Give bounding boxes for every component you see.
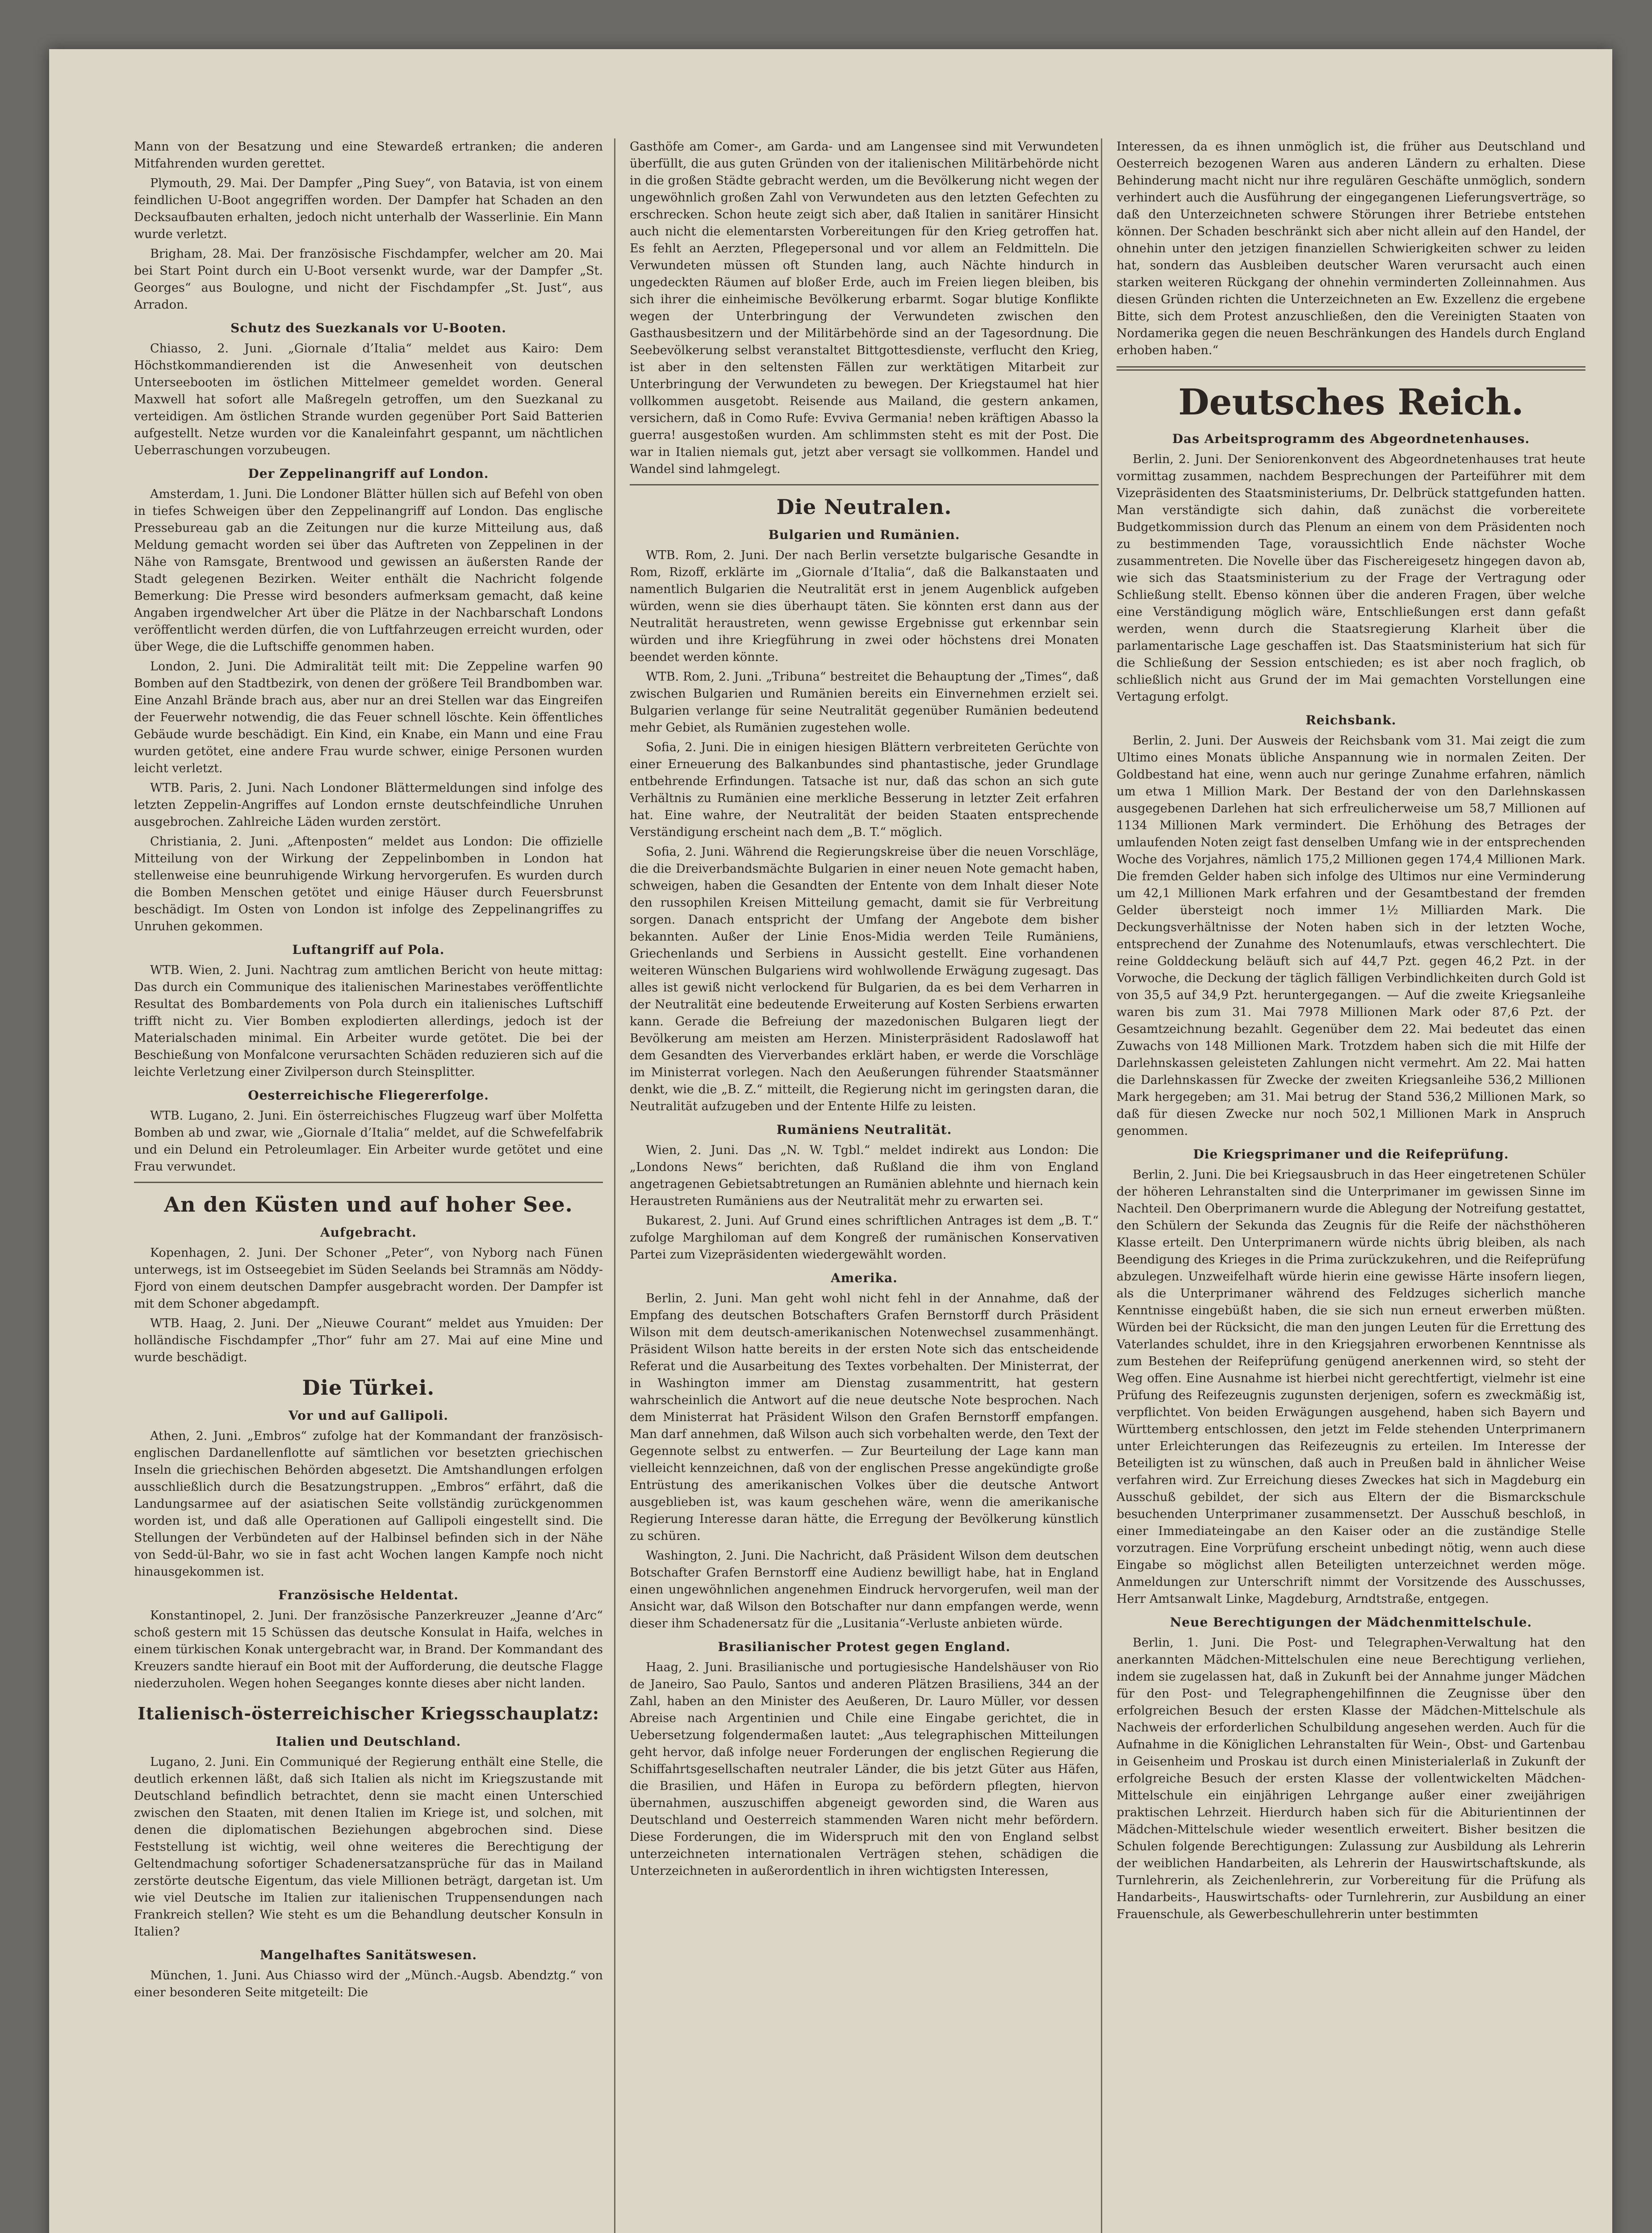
section-heading: Neue Berechtigungen der Mädchenmittelschule. — [1170, 1615, 1532, 1630]
divider — [134, 1182, 603, 1183]
article-paragraph: Lugano, 2. Juni. Ein Communiqué der Regierung enthält eine Stelle, die deutlich erkennen läßt, daß sich Italien als nicht im Kriegszustande mit Deutschland befindlich betrachtet, denn sie macht einen Unterschied zwischen den Staaten, mit denen Italien im Kriege ist, und solchen, mit denen die diplomatischen Beziehungen abgebrochen sind. Diese Feststellung ist wichtig, weil ohne weiteres die Berechtigung der Geltendmachung sofortiger Schadenersatzansprüche für das in Mailand zerstörte deutsche Eigentum, das viele Millionen beträgt, dargetan ist. Um wie viel Deutsche im Italien zur italienischen Truppensendungen nach Frankreich stellen? Wie steht es um die Behandlung deutscher Konsuln in Italien? — [134, 1755, 603, 1939]
article-paragraph: Berlin, 1. Juni. Die Post- und Telegraphen-Verwaltung hat den anerkannten Mädchen-Mittelschulen eine neue Berechtigung verliehen, indem sie zugelassen hat, daß in Zukunft bei der Annahme junger Mädchen für den Post- und Telegraphengehilfinnen die Zeugnisse über den erfolgreichen Besuch der ersten Klasse der Mädchen-Mittelschule als Nachweis der erforderlichen Schulbildung angesehen werden. Auch für die Aufnahme in die Königlichen Lehranstalten für Wein-, Obst- und Gartenbau in Geisenheim und Proskau ist durch einen Ministerialerlaß in Zukunft der erfolgreiche Besuch der ersten Klasse der vollentwickelten Mädchen-Mittelschule ein einjährigen Lehrgange außer einer zweijährigen praktischen Lehrzeit. Hierdurch haben sich für die Abiturientinnen der Mädchen-Mittelschule wieder wesentlich erweitert. Bisher besitzen die Schulen folgende Berechtigungen: Zulassung zur Ausbildung als Lehrerin der weiblichen Handarbeiten, als Lehrerin der Hauswirtschaftskunde, als Turnlehrerin, als Zeichenlehrerin, zur Vorbereitung für die Prüfung als Handarbeits-, Hauswirtschafts- oder Turnlehrerin, zur Ausbildung an einer Frauenschule, als Gewerbeschullehrerin unter bestimmten — [1117, 1636, 1585, 1921]
article-paragraph: Berlin, 2. Juni. Der Ausweis der Reichsbank vom 31. Mai zeigt die zum Ultimo eines Monats übliche Anspannung wie in normalen Zeiten. Der Goldbestand hat eine, wenn auch nur geringe Zunahme erfahren, nämlich um etwa 1 Million Mark. Der Bestand der von den Darlehnskassen ausgegebenen Darlehen hat sich erfreulicherweise um 58,7 Millionen auf 1134 Millionen Mark vermindert. Die Erhöhung des Betrages der umlaufenden Noten zeigt fast denselben Umfang wie in der entsprechenden Woche des Vorjahres, nämlich 175,2 Millionen gegen 174,4 Millionen Mark. Die fremden Gelder haben sich infolge des Ultimos nur eine Verminderung um 42,1 Millionen Mark erfahren und der Gesamtbestand der fremden Gelder übersteigt noch immer 1½ Milliarden Mark. Die Deckungsverhältnisse der Noten haben sich in der letzten Woche, entsprechend der Zunahme des Notenumlaufs, etwas verschlechtert. Die reine Golddeckung beläuft sich auf 44,7 Pzt. gegen 46,2 Pzt. in der Vorwoche, die Deckung der täglich fälligen Verbindlichkeiten durch Gold ist von 35,5 auf 34,9 Pzt. heruntergegangen. — Auf die zweite Kriegsanleihe waren bis zum 31. Mai 7978 Millionen Mark oder 87,6 Pzt. der Gesamtzeichnung bezahlt. Gegenüber dem 22. Mai bedeutet das einen Zuwachs von 148 Millionen Mark. Trotzdem haben sich die mit Hilfe der Darlehnskassen geleisteten Zahlungen nicht vermehrt. Am 22. Mai hatten die Darlehnskassen für Zwecke der zweiten Kriegsanleihe 536,2 Millionen Mark hergegeben; am 31. Mai betrug der Stand 536,2 Millionen Mark, so daß für diesen Zwecke nur noch 502,1 Millionen Mark in Anspruch genommen. — [1117, 734, 1585, 1138]
section-heading: Vor und auf Gallipoli. — [289, 1408, 448, 1423]
article-paragraph: Berlin, 2. Juni. Die bei Kriegsausbruch in das Heer eingetretenen Schüler der höheren Lehranstalten sind die Unterprimaner im gewissen Sinne im Nachteil. Den Oberprimanern wurde die Ablegung der Notreifung gestattet, den Schülern der Sekunda das Zeugnis für die Reife der nächsthöheren Klasse erteilt. Den Unterprimanern würde nichts übrig bleiben, als nach Beendigung des Krieges in die Prima zurückzukehren, und die Reifeprüfung abzulegen. Unzweifelhaft würde hierin eine gewisse Härte insofern liegen, als die Unterprimaner während des Feldzuges sicherlich manche Kenntnisse eingebüßt haben, die sie sich nun erneut erwerben müßten. Würden bei der Rücksicht, die man den jungen Leuten für die Errettung des Vaterlandes schuldet, ihre in den Kriegsjahren erworbenen Kenntnisse als zum Bestehen der Reifeprüfung genügend anerkennen wird, so steht der Weg offen. Eine Ausnahme ist hierbei nicht gerechtfertigt, vielmehr ist eine Prüfung des Reifezeugnis zugunsten derjenigen, sofern es zweckmäßig ist, verpflichtet. Von beiden Erwägungen ausgehend, haben sich Bayern und Württemberg entschlossen, den jetzt im Felde stehenden Unterprimanern unter Erleichterungen das Reifezeugnis zu erteilen. Im Interesse der Beteiligten ist zu wünschen, daß auch in Preußen bald in ähnlicher Weise verfahren wird. Zur Erreichung dieses Zweckes hat sich in Magdeburg ein Ausschuß gebildet, der sich aus Eltern der die Bismarckschule besuchenden Unterprimaner zusammensetzt. Der Ausschuß beschloß, in einer Immediateingabe an den Kaiser oder an die zuständige Stelle vorzutragen. Eine Vorprüfung erscheint unbedingt nötig, wenn auch diese Eingabe so möglichst allen Beteiligten unterzeichnet werden möge. Anmeldungen zur Unterschrift nimmt der Vorsitzende des Ausschusses, Herr Amtsanwalt Linke, Magdeburg, Arndtstraße, entgegen. — [1117, 1168, 1585, 1606]
column-rule — [614, 138, 615, 2233]
article-paragraph: Brigham, 28. Mai. Der französische Fischdampfer, welcher am 20. Mai bei Start Point durch ein U-Boot versenkt wurde, war der Dampfer „St. Georges“ aus Boulogne, und nicht der Fischdampfer „St. Just“, aus Arradon. — [134, 247, 603, 312]
section-heading: Französische Heldentat. — [278, 1588, 459, 1602]
article-paragraph: Athen, 2. Juni. „Embros“ zufolge hat der Kommandant der französisch-englischen Dardanellenflotte auf sämtlichen vor besetzten griechischen Inseln die griechischen Behörden abgesetzt. Die Amtshandlungen erfolgen ausschließlich durch die Besatzungstruppen. „Embros“ erfährt, daß die Landungsarmee auf der asiatischen Seite vollständig zurückgenommen worden ist, und daß alle Operationen auf Gallipoli eingestellt sind. Die Stellungen der Verbündeten auf der Halbinsel befinden sich in der Nähe von Sedd-ül-Bahr, wo sie in fast acht Wochen langen Kampfe noch nicht hinausgekommen ist. — [134, 1429, 603, 1579]
article-paragraph: Mann von der Besatzung und eine Stewardeß ertranken; die anderen Mitfahrenden wurden gerettet. — [134, 140, 603, 171]
column-rule — [1101, 138, 1102, 2233]
article-paragraph: Berlin, 2. Juni. Man geht wohl nicht fehl in der Annahme, daß der Empfang des deutschen Botschafters Grafen Bernstorff durch Präsident Wilson mit dem deutsch-amerikanischen Notenwechsel zusammenhängt. Präsident Wilson hatte bereits in der ersten Note sich das entscheidende Referat und die Ausarbeitung des Textes vorbehalten. Der Ministerrat, der in Washington immer am Dienstag zusammentritt, hat gestern wahrscheinlich die Antwort auf die neue deutsche Note besprochen. Nach dem Ministerrat hat Präsident Wilson den Grafen Bernstorff empfangen. Man darf annehmen, daß Wilson auch sich vorbehalten werde, den Text der Gegennote selbst zu entwerfen. — Zur Beurteilung der Lage kann man vielleicht kennzeichnen, daß von der englischen Presse angekündigte große Entrüstung des amerikanischen Volkes über die deutsche Antwort ausgeblieben ist, was kaum geschehen wäre, wenn die amerikanische Regierung Interesse daran hätte, die Erregung der Bevölkerung künstlich zu schüren. — [630, 1292, 1099, 1543]
section-heading: Das Arbeitsprogramm des Abgeordnetenhauses. — [1172, 431, 1530, 446]
section-heading: Der Zeppelinangriff auf London. — [248, 466, 489, 481]
article-paragraph: WTB. Lugano, 2. Juni. Ein österreichisches Flugzeug warf über Molfetta Bomben ab und zwar, wie „Giornale d’Italia“ meldet, auf die Schwefelfabrik und ein Delund ein Petroleumlager. Ein Arbeiter wurde getötet und eine Frau verwundet. — [134, 1109, 603, 1174]
article-paragraph: WTB. Haag, 2. Juni. Der „Nieuwe Courant“ meldet aus Ymuiden: Der holländische Fischdampfer „Thor“ fuhr am 27. Mai auf eine Mine und wurde beschädigt. — [134, 1317, 603, 1364]
section-heading: Mangelhaftes Sanitätswesen. — [259, 1948, 477, 1962]
article-paragraph: WTB. Rom, 2. Juni. „Tribuna“ bestreitet die Behauptung der „Times“, daß zwischen Bulgarien und Rumänien bereits ein Einvernehmen erzielt sei. Bulgarien verlange für seine Neutralität gegenüber Rumänien bedeutend mehr Gebiet, als Rumänien zugestehen wolle. — [630, 670, 1099, 735]
article-paragraph: Amsterdam, 1. Juni. Die Londoner Blätter hüllen sich auf Befehl von oben in tiefes Schweigen über den Zeppelinangriff auf London. Das englische Pressebureau gab an die Zeitungen nur die kurze Mitteilung aus, daß Meldung gemacht worden sei über das Auftreten von Zeppelinen in der Nähe von Ramsgate, Brentwood und gewissen an äußersten Rande der Stadt gelegenen Bezirken. Weiter enthält die Nachricht folgende Bemerkung: Die Presse wird besonders aufmerksam gemacht, daß keine Angaben irgendwelcher Art über die Plätze in der Nachbarschaft Londons veröffentlicht werden dürfen, die von Luftfahrzeugen erreicht wurden, oder über Wege, die die Luftschiffe genommen haben. — [134, 487, 603, 654]
article-paragraph: WTB. Wien, 2. Juni. Nachtrag zum amtlichen Bericht von heute mittag: Das durch ein Communique des italienischen Marinestabes veröffentlichte Resultat des Bombardements von Pola durch ein italienisches Luftschiff trifft nicht zu. Vier Bomben explodierten allerdings, jedoch ist der Materialschaden minimal. Ein Arbeiter wurde getötet. Die bei der Beschießung von Monfalcone verursachten Schäden reduzieren sich auf die leichte Verletzung einer Zivilperson durch Steinsplitter. — [134, 963, 603, 1079]
article-paragraph: Washington, 2. Juni. Die Nachricht, daß Präsident Wilson dem deutschen Botschafter Grafen Bernstorff eine Audienz bewilligt habe, hat in England einen ungewöhnlichen angenehmen Eindruck hervorgerufen, weil man der Ansicht war, daß Wilson den Botschafter nur dann empfangen werde, wenn dieser ihm Schadenersatz für die „Lusitania“-Verluste anbieten würde. — [630, 1549, 1099, 1631]
article-paragraph: London, 2. Juni. Die Admiralität teilt mit: Die Zeppeline warfen 90 Bomben auf den Stadtbezirk, von denen der größere Teil Brandbomben war. Eine Anzahl Brände brach aus, aber nur an drei Stellen war das Eingreifen der Feuerwehr notwendig, die das Feuer schnell löschte. Kein öffentliches Gebäude wurde beschädigt. Ein Kind, ein Knabe, ein Mann und eine Frau wurden getötet, eine andere Frau wurde schwer, einige Personen wurden leicht verletzt. — [134, 660, 603, 775]
column-left — [134, 138, 603, 2233]
section-heading: Reichsbank. — [1305, 713, 1397, 728]
major-heading: Die Neutralen. — [776, 495, 952, 519]
column-right — [1117, 138, 1585, 2233]
article-paragraph: Kopenhagen, 2. Juni. Der Schoner „Peter“, von Nyborg nach Fünen unterwegs, ist im Ostseegebiet im Süden Seelands bei Stramnäs am Nöddy-Fjord von einem deutschen Dampfer ausgebracht worden. Der Dampfer ist mit dem Schoner abgedampft. — [134, 1246, 603, 1311]
major-heading: Italienisch-österreichischer Kriegsschauplatz: — [138, 1703, 599, 1723]
article-paragraph: Chiasso, 2. Juni. „Giornale d’Italia“ meldet aus Kairo: Dem Höchstkommandierenden ist die Anwesenheit von deutschen Unterseebooten im östlichen Mittelmeer gemeldet worden. General Maxwell hat sofort alle Maßregeln getroffen, um den Suezkanal zu verteidigen. Am östlichen Strande wurden gegenüber Port Said Batterien aufgestellt. Netze wurden vor die Kanaleinfahrt gespannt, um nächtlichen Ueberraschungen vorzubeugen. — [134, 342, 603, 457]
divider — [630, 484, 1099, 485]
section-heading: Aufgebracht. — [320, 1225, 417, 1240]
section-heading: Amerika. — [831, 1271, 898, 1285]
section-heading: Bulgarien und Rumänien. — [768, 527, 960, 542]
article-paragraph: Sofia, 2. Juni. Die in einigen hiesigen Blättern verbreiteten Gerüchte von einer Erneuerung des Balkanbundes sind phantastische, jeder Grundlage entbehrende Erfindungen. Tatsache ist nur, daß das schon an sich gute Verhältnis zu Rumänien eine merkliche Besserung in letzter Zeit erfahren hat. Eine wahre, der Neutralität der beiden Staaten entsprechende Verständigung erscheint nach dem „B. T.“ möglich. — [630, 740, 1099, 839]
article-paragraph: WTB. Paris, 2. Juni. Nach Londoner Blättermeldungen sind infolge des letzten Zeppelin-Angriffes auf London ernste deutschfeindliche Unruhen ausgebrochen. Zahlreiche Läden wurden zerstört. — [134, 781, 603, 829]
article-paragraph: Berlin, 2. Juni. Der Seniorenkonvent des Abgeordnetenhauses trat heute vormittag zusammen, nachdem Besprechungen der Parteiführer mit dem Vizepräsidenten des Staatsministeriums, Dr. Delbrück stattgefunden hatten. Man verständigte sich dahin, daß zunächst die vorbereitete Budgetkommission durch das Plenum an einem von dem Präsidenten noch zu bestimmenden Tage, voraussichtlich Ende nächster Woche zusammentreten. Die Novelle über das Fischereigesetz hingegen davon ab, wie sich das Staatsministerium zu der Frage der Vertragung oder Schließung stellt. Ebenso können über die anderen Fragen, über welche eine Verständigung möglich wäre, Entschließungen erst dann gefaßt werden, wenn durch die Staatsregierung Klarheit über die parlamentarische Lage geschaffen ist. Das Staatsministerium hat sich für die Schließung der Session entschieden; es ist aber noch fraglich, ob schließlich nicht aus Grund der im Mai gemachten Vorstellungen eine Vertagung erfolgt. — [1117, 452, 1585, 704]
article-paragraph: WTB. Rom, 2. Juni. Der nach Berlin versetzte bulgarische Gesandte in Rom, Rizoff, erklärte im „Giornale d’Italia“, daß die Balkanstaaten und namentlich Bulgarien die Neutralität erst in jenem Augenblick aufgeben würden, wenn sie dies überhaupt täten. Sie könnten erst dann aus der Neutralität heraustreten, wenn gewisse Ergebnisse gut erkennbar sein würden und ihre Kriegführung in zwei oder höchstens drei Monaten beendet werden könnte. — [630, 548, 1099, 664]
section-heading: Oesterreichische Fliegererfolge. — [248, 1088, 489, 1103]
article-paragraph: Gasthöfe am Comer-, am Garda- und am Langensee sind mit Verwundeten überfüllt, die aus guten Gründen von der italienischen Militärbehörde nicht in die großen Städte gebracht werden, um die Bevölkerung nicht wegen der ungewöhnlich großen Zahl von Verwundeten aus den letzten Gefechten zu erschrecken. Schon heute zeigt sich aber, daß Italien in sanitärer Hinsicht auch nicht die elementarsten Vorbereitungen für den Krieg getroffen hat. Es fehlt an Aerzten, Pflegepersonal und vor allem an Feldmitteln. Die Verwundeten müssen oft Stunden lang, auch Nächte hindurch in ungedeckten Räumen auf bloßer Erde, auch im Freien liegen bleiben, bis sich ihrer die einheimische Bevölkerung erbarmt. Sogar blutige Konflikte wegen der Unterbringung der Verwundeten zwischen den Gasthausbesitzern und der Militärbehörde sind an der Tagesordnung. Die Seebevölkerung selbst veranstaltet Bittgottesdienste, verflucht den Krieg, ist aber in den seltensten Fällen zur werktätigen Mitarbeit zur Unterbringung der Verwundeten zu bewegen. Der Kriegstaumel hat hier vollkommen ausgetobt. Reisende aus Mailand, die gestern ankamen, versichern, daß in Como Rufe: Evviva Germania! neben kräftigen Abasso la guerra! ausgestoßen wurden. Am schlimmsten steht es mit der Post. Die war in Italien niemals gut, jetzt aber versagt sie vollkommen. Handel und Wandel sind lahmgelegt. — [630, 140, 1099, 476]
section-heading: Rumäniens Neutralität. — [776, 1122, 952, 1137]
section-heading: Luftangriff auf Pola. — [292, 942, 445, 957]
section-heading: Schutz des Suezkanals vor U-Booten. — [230, 321, 506, 335]
column-middle — [630, 138, 1099, 2233]
article-paragraph: Haag, 2. Juni. Brasilianische und portugiesische Handelshäuser von Rio de Janeiro, Sao Paulo, Santos und anderen Plätzen Brasiliens, 344 an der Zahl, haben an den Minister des Aeußeren, Dr. Lauro Müller, vor dessen Abreise nach Argentinien und Chile eine Eingabe gerichtet, die in Uebersetzung folgendermaßen lautet: „Aus telegraphischen Mitteilungen geht hervor, daß infolge neuer Forderungen der englischen Regierung die Schiffahrtsgesellschaften neutraler Länder, die bis jetzt Güter aus Häfen, die Brasilien, und Häfen in Europa zu befördern pflegten, hiervon übernahmen, auszuschiffen abgeneigt geworden sind, die Waren aus Deutschland und Oesterreich stammenden Waren nicht mehr befördern. Diese Forderungen, die im Widerspruch mit den von England selbst unterzeichneten internationalen Verträgen stehen, schädigen die Unterzeichneten in außerordentlich in ihren wichtigsten Interessen, — [630, 1660, 1099, 1878]
double-divider — [1117, 366, 1585, 371]
major-heading: An den Küsten und auf hoher See. — [164, 1192, 573, 1217]
article-paragraph: Plymouth, 29. Mai. Der Dampfer „Ping Suey“, von Batavia, ist von einem feindlichen U-Boot angegriffen worden. Der Dampfer hat Schaden an den Decksaufbauten erhalten, jedoch nicht unterhalb der Wasserlinie. Ein Mann wurde verletzt. — [134, 176, 603, 241]
article-paragraph: Konstantinopel, 2. Juni. Der französische Panzerkreuzer „Jeanne d’Arc“ schoß gestern mit 15 Schüssen das deutsche Konsulat in Haifa, welches in einem türkischen Konak untergebracht war, in Brand. Der Kommandant des Kreuzers sandte hierauf ein Boot mit der Aufforderung, die deutsche Flagge niederzuholen. Wegen hohen Seeganges konnte dieses aber nicht landen. — [134, 1609, 603, 1690]
major-heading: Deutsches Reich. — [1178, 381, 1524, 423]
article-paragraph: Sofia, 2. Juni. Während die Regierungskreise über die neuen Vorschläge, die die Dreiverbandsmächte Bulgarien in einer neuen Note gemacht haben, schweigen, haben die Gesandten der Entente von dem Inhalt dieser Note den russophilen Kreisen Mitteilung gemacht, damit sie für Verbreitung sorgen. Danach entspricht der Umfang der Angebote dem bisher bekannten. Außer der Linie Enos-Midia werden Teile Rumäniens, Griechenlands und Serbiens in Aussicht gestellt. Eine vorhandenen weiteren Wünschen Bulgariens wird wohlwollende Erwägung zugesagt. Das alles ist gewiß nicht verlockend für Bulgarien, da es bei dem Verharren in der Neutralität eine bedeutende Erweiterung auf Kosten Serbiens erwarten kann. Gerade die Befreiung der mazedonischen Bulgaren liegt der Bevölkerung am meisten am Herzen. Ministerpräsident Radoslawoff hat dem Gesandten des Vierverbandes erklärt haben, er werde die Vorschläge im Ministerrat vorlegen. Nach den Aeußerungen führender Staatsmänner denkt, wie die „B. Z.“ mitteilt, die Regierung nicht im geringsten daran, die Neutralität aufzugeben und der Entente Hilfe zu leisten. — [630, 845, 1099, 1113]
article-paragraph: Wien, 2. Juni. Das „N. W. Tgbl.“ meldet indirekt aus London: Die „Londons News“ berichten, daß Rußland die ihm von England angetragenen Gebietsabtretungen an Rumänien ablehnte und hiernach kein Heraustreten Rumäniens aus der Neutralität mehr zu erwarten sei. — [630, 1143, 1099, 1208]
section-heading: Italien und Deutschland. — [276, 1734, 461, 1749]
newspaper-page — [49, 49, 1612, 2233]
section-heading: Die Kriegsprimaner und die Reifeprüfung. — [1193, 1147, 1509, 1162]
article-paragraph: Interessen, da es ihnen unmöglich ist, die früher aus Deutschland und Oesterreich bezogenen Waren aus anderen Ländern zu erhalten. Diese Behinderung macht nicht nur ihre regulären Geschäfte unmöglich, sondern verhindert auch die Ausführung der eingegangenen Lieferungsverträge, so daß den Unterzeichneten schwere Störungen ihrer Betriebe entstehen können. Der Schaden beschränkt sich aber nicht allein auf den Handel, der ohnehin unter den jetzigen finanziellen Schwierigkeiten schwer zu leiden hat, sondern das Ausbleiben deutscher Waren verursacht auch einen starken weiteren Rückgang der ohnehin verminderten Zolleinnahmen. Aus diesen Gründen richten die Unterzeichneten an Ew. Exzellenz die ergebene Bitte, sich dem Protest anzuschließen, den die Vereinigten Staaten von Nordamerika gegen die neuen Beschränkungen des Handels durch England erhoben haben.“ — [1117, 140, 1585, 357]
article-paragraph: Bukarest, 2. Juni. Auf Grund eines schriftlichen Antrages ist dem „B. T.“ zufolge Marghiloman auf dem Kongreß der rumänischen Konservativen Partei zum Vizepräsidenten wiedergewählt worden. — [630, 1214, 1099, 1262]
section-heading: Brasilianischer Protest gegen England. — [718, 1639, 1011, 1654]
article-paragraph: München, 1. Juni. Aus Chiasso wird der „Münch.-Augsb. Abendztg.“ von einer besonderen Seite mitgeteilt: Die — [134, 1969, 603, 1999]
article-paragraph: Christiania, 2. Juni. „Aftenposten“ meldet aus London: Die offizielle Mitteilung von der Wirkung der Zeppelinbomben in London hat stellenweise eine beunruhigende Wirkung hervorgerufen. Es wurden durch die Bomben Menschen getötet und einige Häuser durch Feuersbrunst beschädigt. Im Osten von London ist infolge des Zeppelinangriffes zu Unruhen gekommen. — [134, 835, 603, 933]
major-heading: Die Türkei. — [302, 1376, 435, 1400]
